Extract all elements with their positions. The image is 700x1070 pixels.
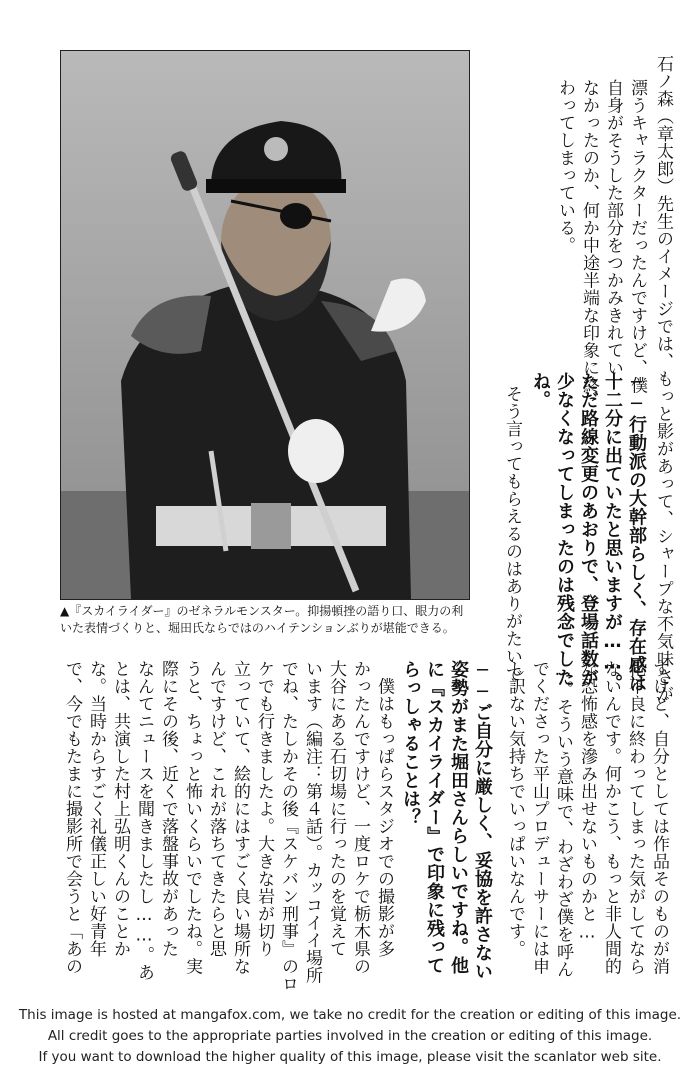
interview-question: 姿勢がまた堀田さんらしいですね。他 xyxy=(448,660,469,975)
interview-question: 少なくなってしまったのは残念でした xyxy=(554,372,575,687)
text-col: な。当時からすごく礼儀正しい好青年 xyxy=(86,660,106,958)
interview-question: 十二分に出ていたと思いますが……。 xyxy=(602,372,623,693)
text-col: 漂うキャラクターだったんですけど、僕 xyxy=(627,79,647,394)
photo-caption: ▲『スカイライダー』のゼネラルモンスター。抑揚頓挫の語り口、眼力の利いた表情づくりと、堀田氏ならではのハイテンションぶりが堪能できる。 xyxy=(60,604,464,635)
interview-question: ただ路線変更のあおりで、登場話数が xyxy=(578,372,599,687)
scanlator-footer xyxy=(0,1005,700,1068)
text-col: わってしまっている。 xyxy=(555,79,575,254)
text-col: 石ノ森（章太郎）先生のイメージでは、もっと影があって、シャープな不気味さが xyxy=(653,55,673,703)
text-col: 立っていて、絵的にはすごく良い場所な xyxy=(230,660,250,975)
text-col: そう言ってもらえるのはありがたいで xyxy=(502,385,522,683)
text-col: で、今でもたまに撮影所で会うと「あの xyxy=(62,660,82,975)
text-col: な恐怖感を滲み出せないものかと… xyxy=(577,660,597,943)
footer-line: If you want to download the higher quality of this image, please visit the scanlator web site. xyxy=(38,1049,662,1065)
text-col: ないんです。何かこう、もっと非人間的 xyxy=(601,660,621,975)
text-col: …。そういう意味で、わざわざ僕を呼ん xyxy=(553,660,573,978)
text-col: なんてニュースを聞きましたし……。あ xyxy=(134,660,154,981)
text-col: かったんですけど、一度ロケで栃木県の xyxy=(350,660,370,975)
text-col: います（編注：第４話）。カッコイイ場所 xyxy=(302,660,322,984)
text-col: 自身がそうした部分をつかみきれてい xyxy=(603,79,623,377)
photo-illustration xyxy=(61,51,469,599)
text-col: 僕はもっぱらスタジオでの撮影が多 xyxy=(374,660,394,958)
interview-question: に『スカイライダー』で印象に残って xyxy=(424,660,445,975)
text-col: し訳ない気持ちでいっぱいなんです。 xyxy=(505,660,525,958)
text-col: ケでも行きましたよ。大きな岩が切り xyxy=(254,660,274,958)
text-col: 際にその後、近くで落盤事故があった xyxy=(158,660,178,958)
general-monster-photo xyxy=(60,50,470,600)
footer-line: All credit goes to the appropriate parties involved in the creation or editing of this image. xyxy=(47,1028,653,1044)
text-col: でね、たしかその後『スケバン刑事』のロ xyxy=(278,660,298,993)
text-col: でくださった平山プロデューサーには申 xyxy=(529,660,549,975)
text-col: すけど、自分としては作品そのものが消 xyxy=(649,660,669,975)
interview-question: ──ご自分に厳しく、妥協を許さない xyxy=(472,660,493,981)
interview-question: らっしゃることは？ xyxy=(400,660,421,827)
text-col: なかったのか、何か中途半端な印象に終 xyxy=(579,79,599,394)
text-col: うと、ちょっと怖いくらいでしたね。実 xyxy=(182,660,202,975)
text-col: 大谷にある石切場に行ったのを覚えて xyxy=(326,660,346,958)
interview-question: ね。 xyxy=(530,372,551,409)
text-col: 化不良に終わってしまった気がしてなら xyxy=(625,660,645,975)
interview-question: ──行動派の大幹部らしく、存在感は xyxy=(626,372,647,693)
text-col: とは、共演した村上弘明くんのことか xyxy=(110,660,130,958)
footer-line: This image is hosted at mangafox.com, we take no credit for the creation or editing of this image. xyxy=(18,1007,682,1023)
text-col: んですけど、これが落ちてきたらと思 xyxy=(206,660,226,958)
